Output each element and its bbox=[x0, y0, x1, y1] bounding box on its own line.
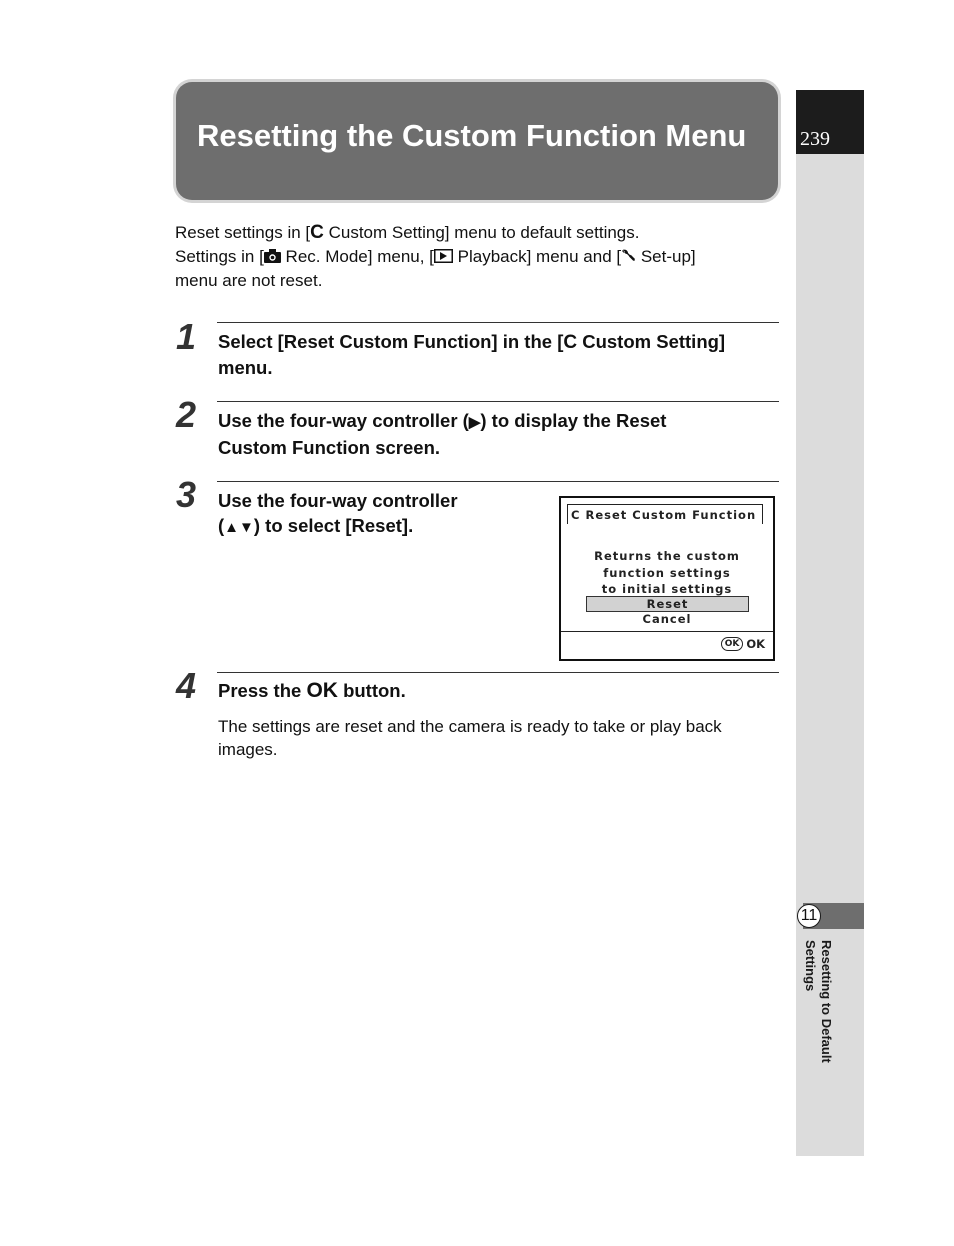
intro-text: Settings in [ bbox=[175, 247, 264, 266]
intro-text: Custom Setting] menu to default settings. bbox=[323, 223, 640, 242]
step-divider bbox=[217, 672, 779, 673]
chapter-title-line2: Settings bbox=[803, 940, 818, 992]
up-down-arrow-icon: ▲▼ bbox=[224, 519, 254, 536]
step-number: 1 bbox=[176, 316, 197, 357]
step-text-part: button. bbox=[337, 680, 406, 701]
step-text-part: Custom Setting] bbox=[577, 331, 726, 352]
chapter-title-line1: Resetting to Default bbox=[819, 940, 834, 1063]
step-text-part: Use the four-way controller ( bbox=[218, 410, 469, 431]
step-text-part: Press the bbox=[218, 680, 307, 701]
camera-icon bbox=[264, 249, 281, 263]
step-1-text bbox=[218, 329, 725, 380]
intro-line2 bbox=[175, 245, 775, 269]
note-line: The settings are reset and the camera is ready to take or play back bbox=[218, 717, 722, 736]
custom-c-icon: C bbox=[310, 222, 324, 243]
ok-icon: OK bbox=[306, 679, 338, 702]
step-line bbox=[218, 408, 666, 435]
step-2-text bbox=[218, 408, 666, 460]
step-3-text bbox=[218, 488, 458, 540]
screen-message-line: Returns the custom bbox=[594, 549, 740, 563]
screen-title bbox=[571, 508, 756, 522]
wrench-icon bbox=[621, 248, 636, 263]
screen-message-line: to initial settings bbox=[601, 582, 733, 596]
screen-divider bbox=[561, 631, 773, 632]
step-line: Custom Function screen. bbox=[218, 437, 441, 458]
intro-text: Playback] menu and [ bbox=[452, 247, 622, 266]
step-text-part: ) to select [Reset]. bbox=[253, 515, 414, 536]
step-number: 4 bbox=[176, 665, 197, 706]
step-text-part: Select [Reset Custom Function] in the [ bbox=[218, 331, 564, 352]
step-line bbox=[218, 329, 725, 355]
note-line: images. bbox=[218, 740, 278, 759]
screen-title-text: Reset Custom Function bbox=[585, 508, 757, 522]
screen-message bbox=[561, 548, 773, 598]
custom-c-icon: C bbox=[563, 332, 578, 353]
step-number: 2 bbox=[176, 394, 197, 435]
step-divider bbox=[217, 481, 779, 482]
step-divider bbox=[217, 322, 779, 323]
chapter-number: 11 bbox=[797, 904, 821, 928]
step-line: menu. bbox=[218, 357, 273, 378]
step-line: Use the four-way controller bbox=[218, 490, 458, 511]
intro-paragraph bbox=[175, 221, 775, 293]
step-line bbox=[218, 678, 406, 703]
step-divider bbox=[217, 401, 779, 402]
step-text-part: ) to display the Reset bbox=[480, 410, 667, 431]
intro-line3: menu are not reset. bbox=[175, 271, 323, 290]
playback-icon bbox=[434, 249, 453, 263]
right-arrow-icon: ▶ bbox=[468, 414, 481, 431]
step-4-note bbox=[218, 715, 722, 761]
page-title: Resetting the Custom Function Menu bbox=[197, 118, 747, 153]
page-number: 239 bbox=[800, 128, 830, 150]
intro-text: Rec. Mode] menu, [ bbox=[280, 247, 434, 266]
screen-message-line: function settings bbox=[603, 565, 731, 580]
ok-hint bbox=[721, 637, 765, 651]
step-text-part: ( bbox=[218, 515, 225, 536]
reset-option: Reset bbox=[586, 596, 749, 612]
camera-screen bbox=[559, 496, 775, 661]
ok-hint-label: OK bbox=[746, 637, 765, 651]
intro-text: Set-up] bbox=[636, 247, 696, 266]
cancel-option: Cancel bbox=[642, 612, 692, 626]
intro-line1 bbox=[175, 221, 775, 245]
ok-button-icon: OK bbox=[721, 637, 744, 651]
intro-text: Reset settings in [ bbox=[175, 223, 311, 242]
step-4-text bbox=[218, 678, 406, 703]
chapter-title bbox=[802, 940, 834, 1100]
step-line bbox=[218, 513, 458, 540]
custom-c-icon: C bbox=[571, 508, 581, 522]
step-number: 3 bbox=[176, 474, 197, 515]
